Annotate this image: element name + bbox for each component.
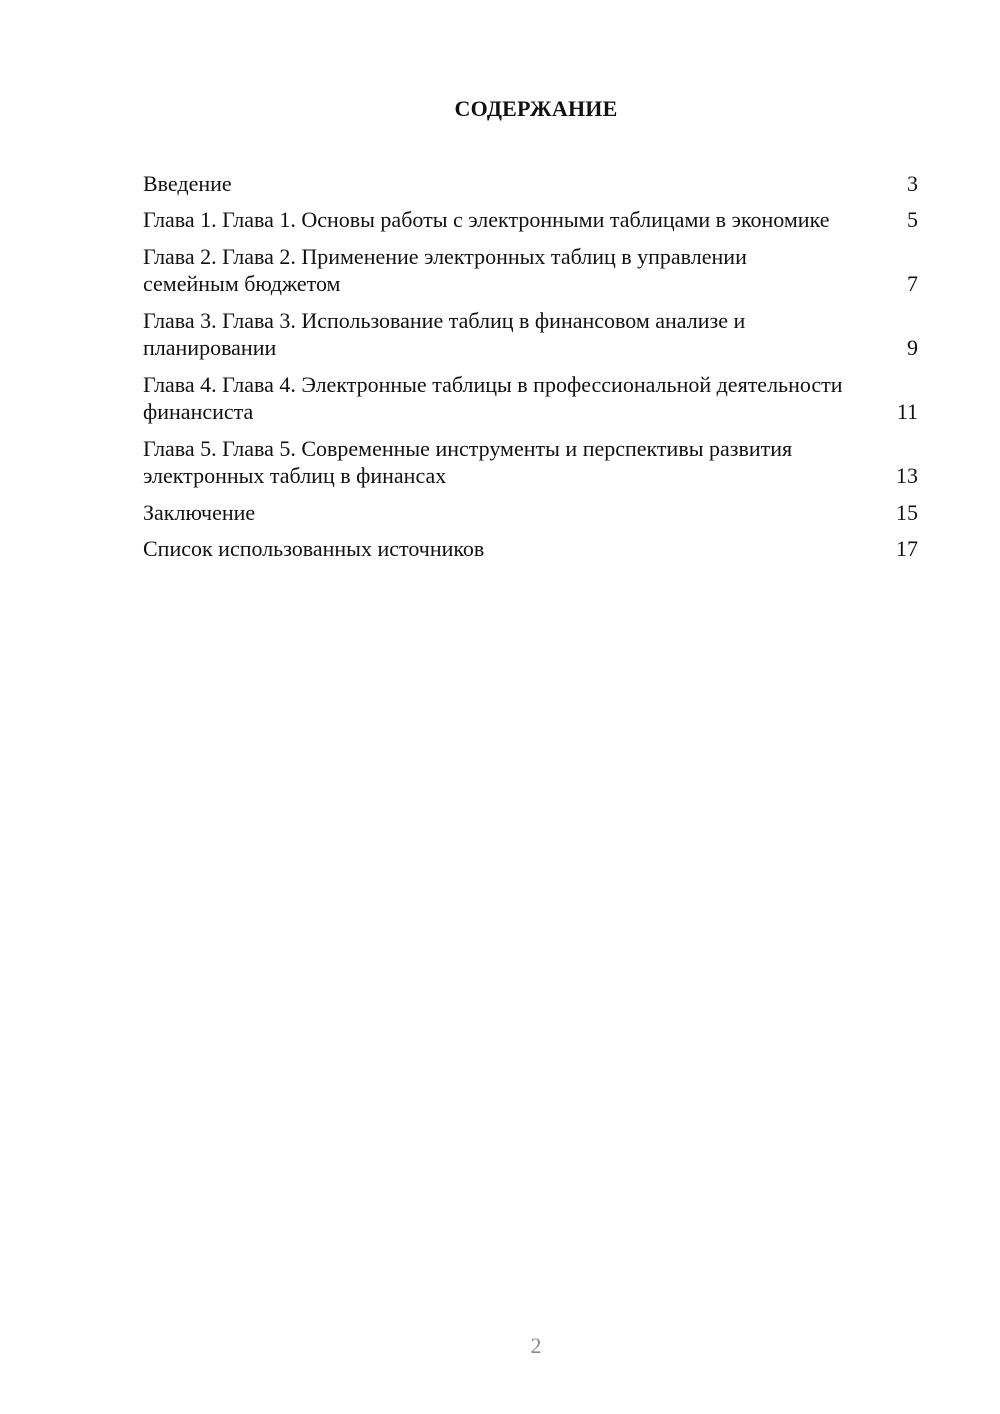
toc-entry-references bbox=[143, 535, 918, 562]
toc-entry-page: 9 bbox=[907, 335, 918, 360]
toc-entry-text: Глава 3. Глава 3. Использование таблиц в финансовом анализе и планировании bbox=[143, 308, 746, 360]
toc-entry-chapter-1 bbox=[143, 206, 918, 233]
toc-entry-text: Заключение bbox=[143, 500, 256, 525]
toc-entry-text: Глава 2. Глава 2. Применение электронных таблиц в управлении семейным бюджетом bbox=[143, 244, 747, 296]
toc-entry-text: Введение bbox=[143, 171, 232, 196]
toc-entry-page: 13 bbox=[896, 463, 918, 488]
toc-entry-chapter-2 bbox=[143, 243, 918, 297]
toc-entry-conclusion bbox=[143, 499, 918, 526]
toc-entry-text: Глава 5. Глава 5. Современные инструменты и перспективы развития электронных таблиц в финансах bbox=[143, 436, 793, 488]
table-of-contents bbox=[143, 170, 918, 571]
toc-entry-chapter-3 bbox=[143, 307, 918, 361]
toc-entry-page: 3 bbox=[907, 171, 918, 196]
toc-title: СОДЕРЖАНИЕ bbox=[454, 96, 618, 121]
toc-entry-page: 7 bbox=[907, 271, 918, 296]
page-number: 2 bbox=[530, 1333, 542, 1358]
toc-entry-page: 5 bbox=[907, 207, 918, 232]
toc-entry-chapter-4 bbox=[143, 371, 918, 425]
toc-entry-page: 11 bbox=[896, 399, 918, 424]
toc-entry-page: 15 bbox=[896, 500, 918, 525]
toc-entry-text: Глава 1. Глава 1. Основы работы с электронными таблицами в экономике bbox=[143, 207, 830, 232]
toc-entry-text: Глава 4. Глава 4. Электронные таблицы в профессиональной деятельности финансиста bbox=[143, 372, 843, 424]
toc-entry-text: Список использованных источников bbox=[143, 536, 485, 561]
toc-entry-chapter-5 bbox=[143, 435, 918, 489]
toc-entry-introduction bbox=[143, 170, 918, 197]
toc-entry-page: 17 bbox=[896, 536, 918, 561]
